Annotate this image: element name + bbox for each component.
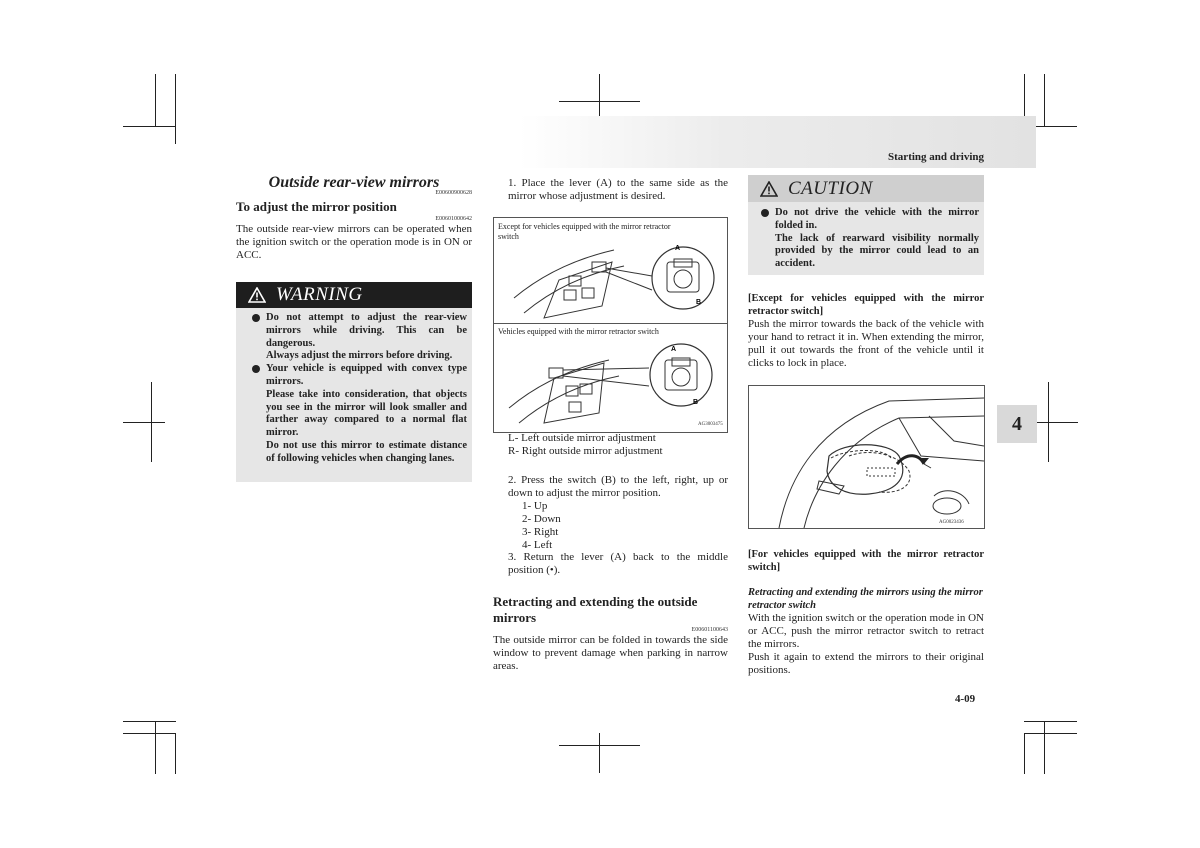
adjust-code: E00601000642	[435, 216, 472, 222]
except-body: Push the mirror towards the back of the vehicle with your hand to retract it in. When extending the mirror, pull it out towards the front of the vehicle until it clicks to lock in place.	[748, 318, 984, 369]
mirror-fold-drawing	[749, 386, 984, 528]
warning-header	[236, 282, 472, 308]
caution-label: CAUTION	[788, 177, 873, 199]
caution-header	[748, 175, 984, 202]
retract-heading: Retracting and extending the outside mirrors	[493, 594, 698, 625]
legend-right: R- Right outside mirror adjustment	[508, 445, 663, 457]
caution-bullet-1-extra: The lack of rearward visibility normally provided by the mirror could lead to an accident.	[775, 232, 979, 270]
label-a-bottom: A	[671, 346, 677, 353]
mirror-switch-figure	[493, 217, 728, 433]
step-1: 1. Place the lever (A) to the same side as the mirror whose adjustment is desired.	[508, 177, 728, 202]
warning-box	[236, 282, 472, 482]
title-code: E00600900628	[435, 190, 472, 196]
page-number: 4-09	[955, 693, 976, 705]
fig-caption-except: Except for vehicles equipped with the mirror retractor switch	[498, 222, 671, 241]
section-title: Starting and driving	[888, 151, 984, 163]
adjust-heading: To adjust the mirror position	[236, 199, 397, 214]
label-a-top: A	[675, 245, 681, 252]
step-3: 3. Return the lever (A) back to the middle position (•).	[508, 551, 728, 576]
except-section	[748, 292, 984, 370]
warning-bullet-1-extra: Always adjust the mirrors before driving.	[266, 350, 453, 362]
warning-bullet-2-extra-2: Do not use this mirror to estimate distance of following vehicles when changing lanes.	[266, 439, 467, 464]
equipped-body-1: With the ignition switch or the operation mode in ON or ACC, push the mirror retractor switch to retract the mirrors.	[748, 612, 984, 650]
fig-caption-equipped: Vehicles equipped with the mirror retractor switch	[498, 327, 659, 336]
left-column	[236, 176, 472, 262]
dir-up: 1- Up	[522, 500, 548, 512]
equipped-body-2: Push it again to extend the mirrors to their original positions.	[748, 651, 984, 676]
chapter-tab: 4	[997, 405, 1037, 443]
warning-bullet-1: Do not attempt to adjust the rear-view mirrors while driving. This can be dangerous.	[252, 312, 467, 350]
equipped-heading: [For vehicles equipped with the mirror retractor switch]	[748, 549, 984, 573]
dir-down: 2- Down	[522, 513, 561, 525]
label-b-bottom: B	[693, 399, 699, 406]
mirror-fold-figure	[748, 385, 985, 529]
caution-box	[748, 175, 984, 275]
equipped-subheading: Retracting and extending the mirrors using the mirror retractor switch	[748, 587, 983, 611]
dir-right: 3- Right	[522, 526, 559, 538]
warning-label: WARNING	[276, 284, 363, 305]
retract-code: E00601100643	[691, 627, 728, 633]
step-2: 2. Press the switch (B) to the left, right, up or down to adjust the mirror position.	[508, 474, 728, 499]
warning-triangle-icon	[248, 287, 266, 303]
caution-bullet-1: Do not drive the vehicle with the mirror folded in.	[761, 207, 979, 233]
direction-list	[522, 500, 622, 552]
page-title: Outside rear-view mirrors	[268, 174, 440, 191]
legend	[508, 432, 728, 458]
fig-id-switch: AG3003475	[698, 422, 723, 427]
warning-bullet-2: Your vehicle is equipped with convex type mirrors.	[252, 363, 467, 389]
fig-id-fold: AG0023436	[939, 520, 964, 525]
door-switch-drawing	[494, 218, 727, 432]
bullet-icon	[252, 365, 260, 373]
retract-body: The outside mirror can be folded in towards the side window to prevent damage when parking in narrow areas.	[493, 634, 728, 672]
retract-section	[493, 594, 728, 673]
bullet-icon	[761, 209, 769, 217]
legend-left: L- Left outside mirror adjustment	[508, 432, 656, 444]
adjust-intro: The outside rear-view mirrors can be operated when the ignition switch or the operation mode is in ON or ACC.	[236, 223, 472, 261]
bullet-icon	[252, 314, 260, 322]
except-heading: [Except for vehicles equipped with the mirror retractor switch]	[748, 293, 984, 317]
label-b-top: B	[696, 299, 702, 306]
dir-left: 4- Left	[522, 539, 553, 551]
caution-triangle-icon	[760, 181, 778, 197]
equipped-section	[748, 548, 984, 677]
warning-bullet-2-extra-1: Please take into consideration, that objects you see in the mirror will look smaller and farther away compared to a normal flat mirror.	[266, 388, 467, 439]
